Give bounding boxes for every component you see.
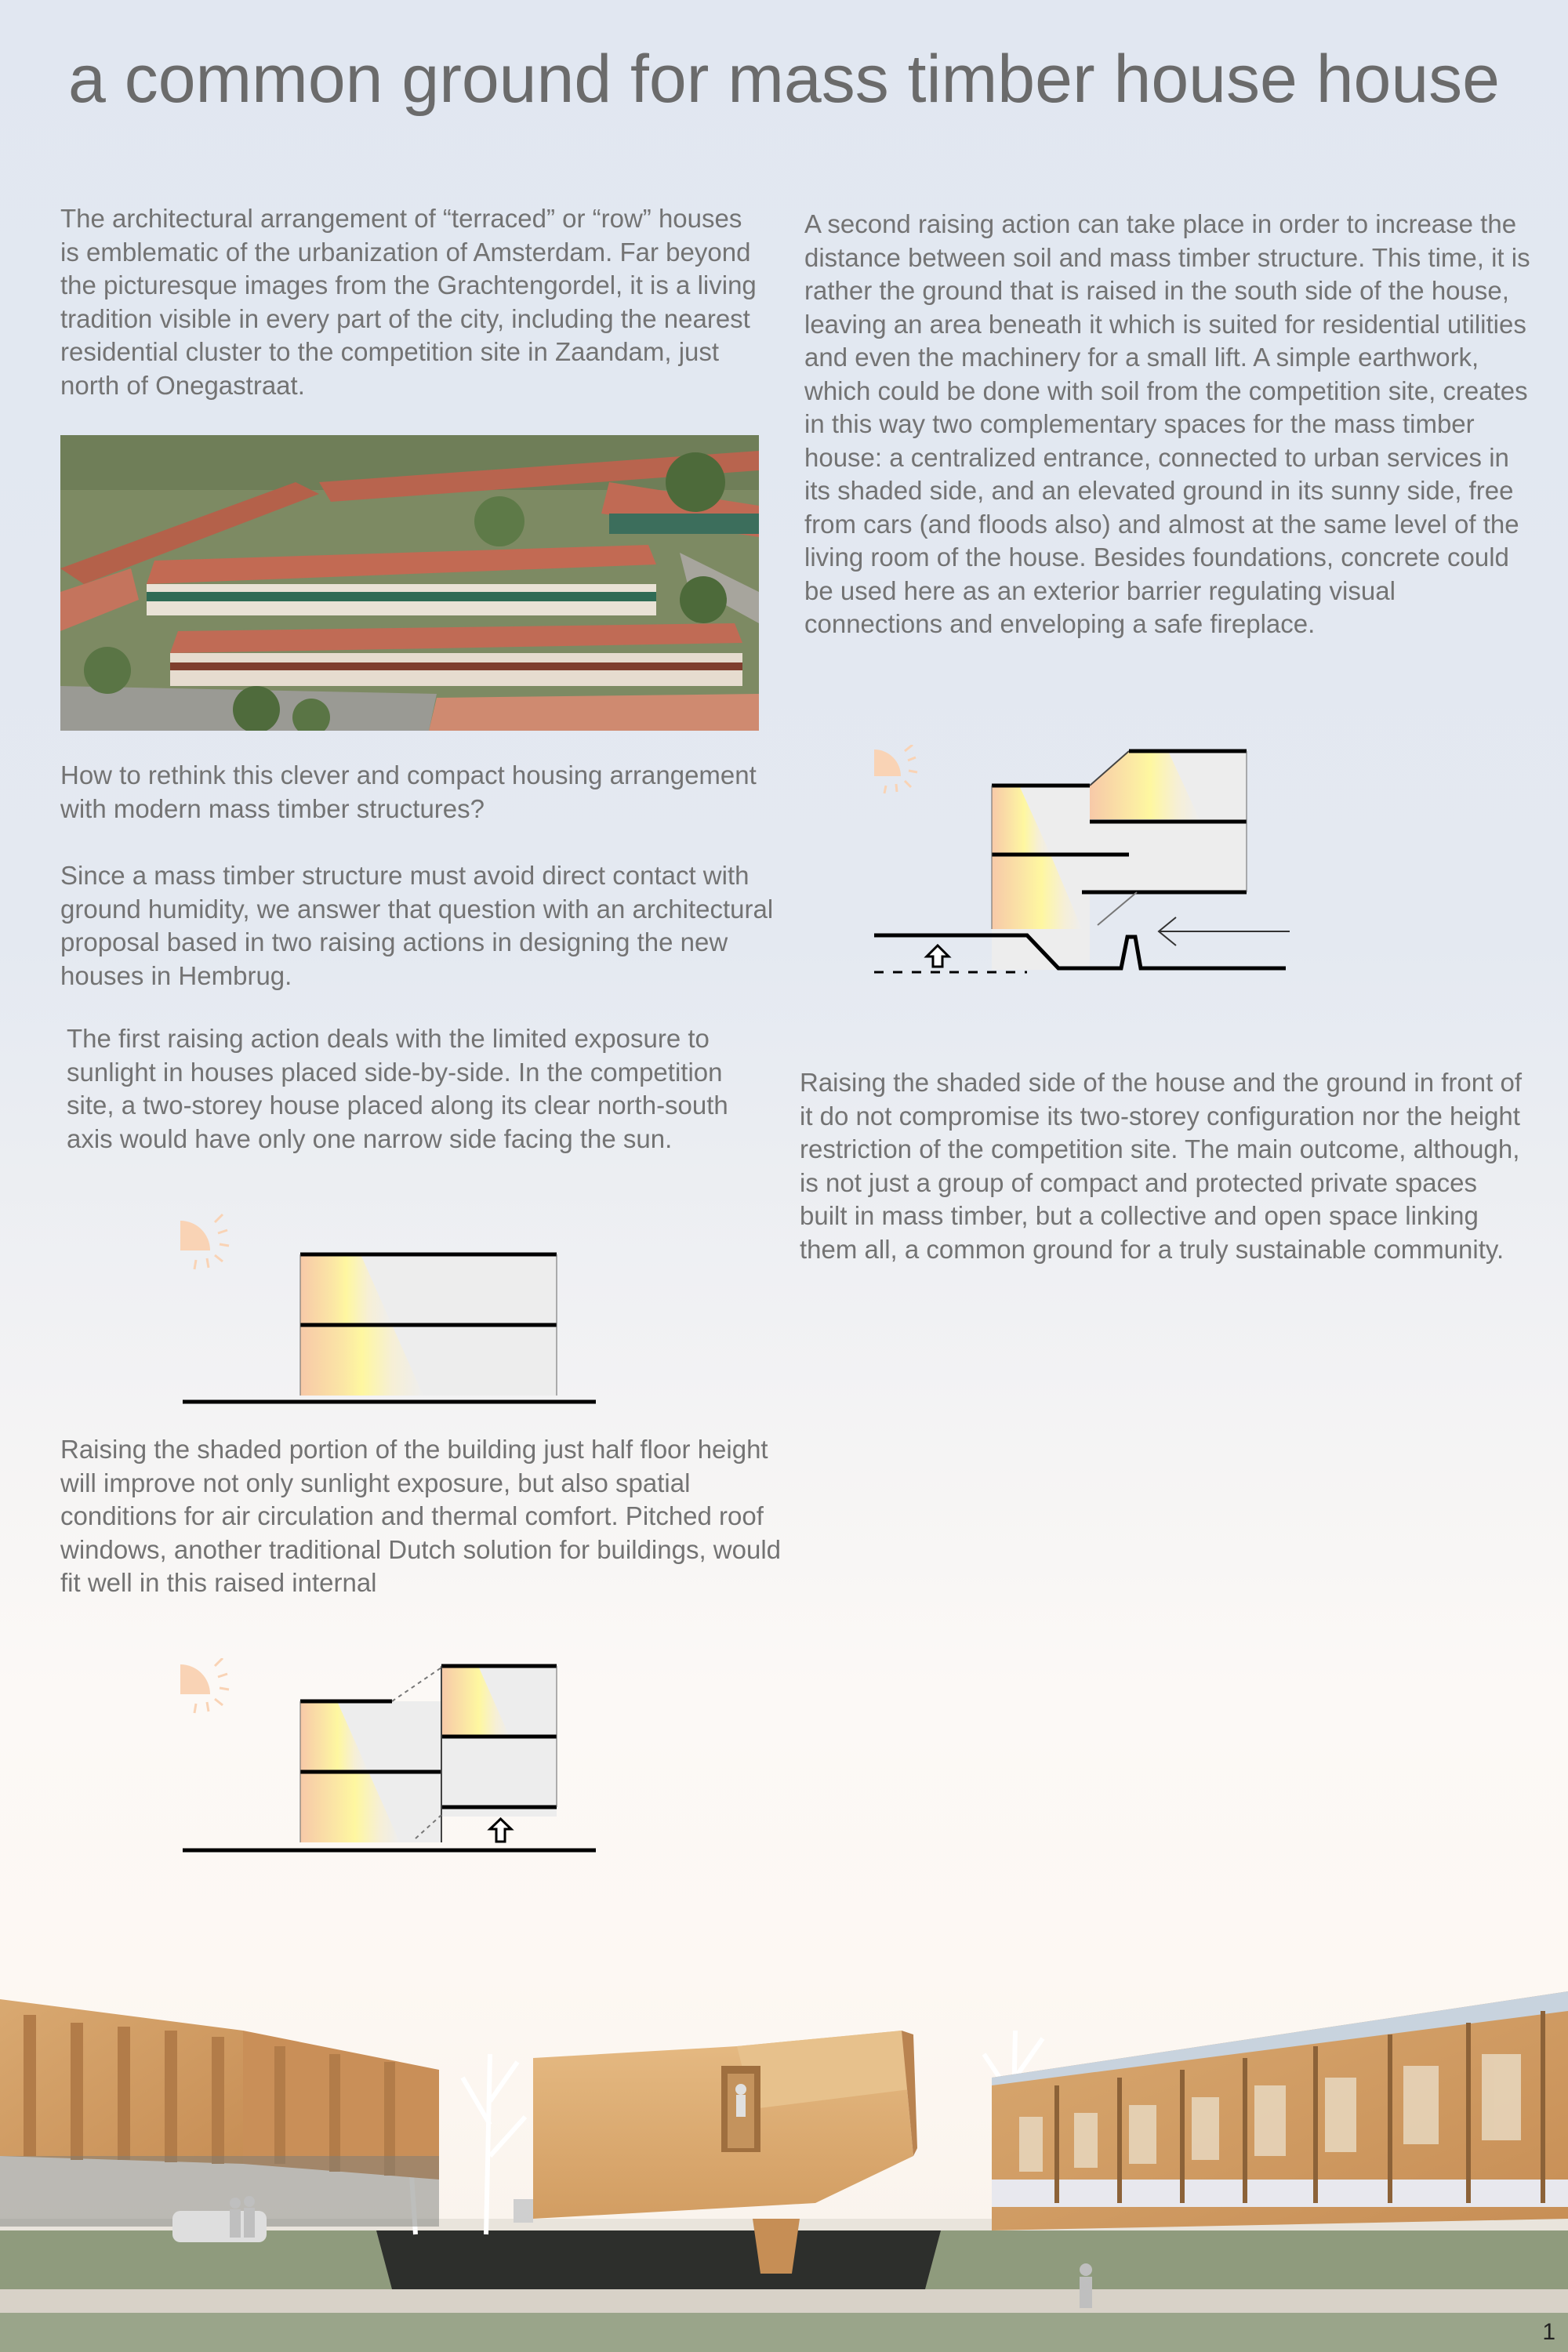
left-paragraph-4: The first raising action deals with the limited exposure to sunlight in houses placed side-by-side. In the competition site, a two-storey house placed along its clear north-south axis would have only one narrow side facing the sun.: [67, 1024, 728, 1153]
diagram-raised-ground: [870, 745, 1301, 980]
page-title: a common ground for mass timber house house: [67, 42, 1501, 117]
right-paragraph-2: Raising the shaded side of the house and the ground in front of it do not compromise its two-storey configuration nor the height restriction of the competition site. The main outcome, although, is not just a group of compact and protected private spaces built in mass timber, but a collective and open space linking them all, a common ground for a truly sustainable community.: [800, 1068, 1522, 1264]
up-arrow-icon: [490, 1819, 511, 1842]
page-number: 1: [1542, 2319, 1555, 2345]
sun-icon: [180, 1658, 229, 1713]
left-paragraph-1: The architectural arrangement of “terraced” or “row” houses is emblematic of the urbanization of Amsterdam. Far beyond the picturesque images from the Grachtengordel, it is a living tradition visible in every part of the city, including the nearest residential cluster to the competition site in Zaandam, just north of Onegastraat.: [60, 204, 757, 400]
up-arrow-icon: [927, 946, 949, 967]
arrow-left-icon: [1159, 917, 1290, 946]
left-paragraph-5: Raising the shaded portion of the building just half floor height will improve not only sunlight exposure, but also spatial conditions for air circulation and thermal comfort. Pitched roof windows, another traditional Dutch solution for buildings, would fit well in this raised internal: [60, 1435, 782, 1597]
aerial-photo-row-houses: [60, 435, 759, 731]
diagram-half-floor-raise: [180, 1658, 604, 1862]
diagram-two-storey-house: [180, 1211, 604, 1407]
left-paragraph-2: How to rethink this clever and compact housing arrangement with modern mass timber structures?: [60, 760, 757, 823]
sun-icon: [874, 745, 917, 793]
timber-houses-render: [0, 1921, 1568, 2352]
left-paragraph-3: Since a mass timber structure must avoid direct contact with ground humidity, we answer that question with an architectural proposal based in two raising actions in designing the new houses in Hembrug.: [60, 861, 774, 990]
right-paragraph-1: A second raising action can take place in order to increase the distance between soil and mass timber structure. This time, it is rather the ground that is raised in the south side of the house, leaving an area beneath it which is suited for residential utilities and even the machinery for a small lift. A simple earthwork, which could be done with soil from the competition site, creates in this way two complementary spaces for the mass timber house: a centralized entrance, connected to urban services in its shaded side, and an elevated ground in its sunny side, free from cars (and floods also) and almost at the same level of the living room of the house. Besides foundations, concrete could be used here as an exterior barrier regulating visual connections and enveloping a safe fireplace.: [804, 209, 1530, 638]
sun-icon: [180, 1214, 229, 1269]
